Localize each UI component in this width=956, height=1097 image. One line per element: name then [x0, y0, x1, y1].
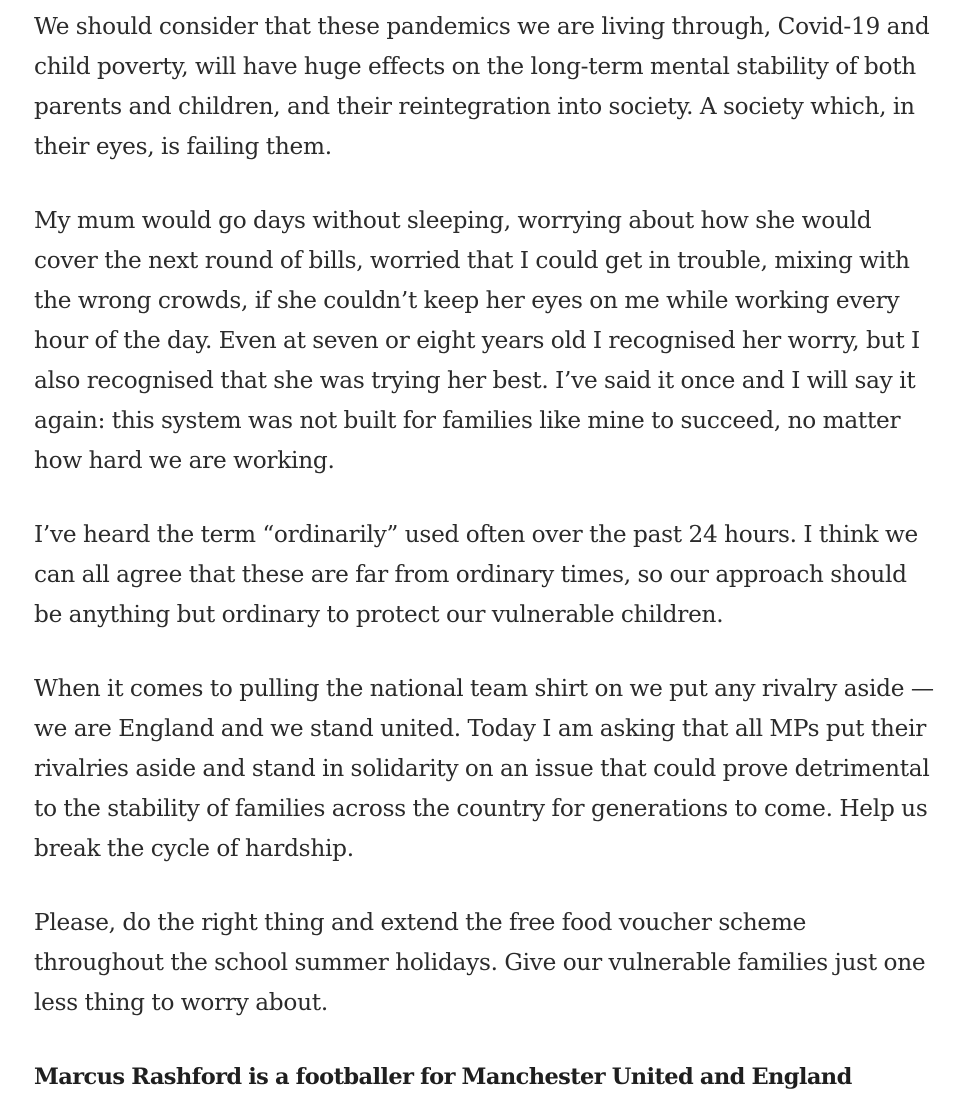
author-byline: Marcus Rashford is a footballer for Manchester United and England — [34, 1064, 852, 1090]
article-paragraph-1: We should consider that these pandemics we are living through, Covid-19 and child poverty, will have huge effects on the long-term mental stability of both parents and children, and their reintegration into society. A society which, in their eyes, is failing them. — [34, 13, 930, 160]
article-paragraph-3: I’ve heard the term “ordinarily” used often over the past 24 hours. I think we can all agree that these are far from ordinary times, so our approach should be anything but ordinary to protect our vulnerable children. — [34, 521, 919, 628]
article-paragraph-5: Please, do the right thing and extend the free food voucher scheme throughout the school summer holidays. Give our vulnerable families just one less thing to worry about. — [34, 909, 926, 1016]
article-body — [34, 7, 934, 1097]
article-paragraph-4: When it comes to pulling the national team shirt on we put any rivalry aside — we are England and we stand united. Today I am asking that all MPs put their rivalries aside and stand in solidarity on an issue that could prove detrimental to the stability of families across the country for generations to come. Help us break the cycle of hardship. — [34, 675, 934, 862]
article-paragraph-2: My mum would go days without sleeping, worrying about how she would cover the next round of bills, worried that I could get in trouble, mixing with the wrong crowds, if she couldn’t keep her eyes on me while working every hour of the day. Even at seven or eight years old I recognised her worry, but I also recognised that she was trying her best. I’ve said it once and I will say it again: this system was not built for families like mine to succeed, no matter how hard we are working. — [34, 207, 920, 474]
